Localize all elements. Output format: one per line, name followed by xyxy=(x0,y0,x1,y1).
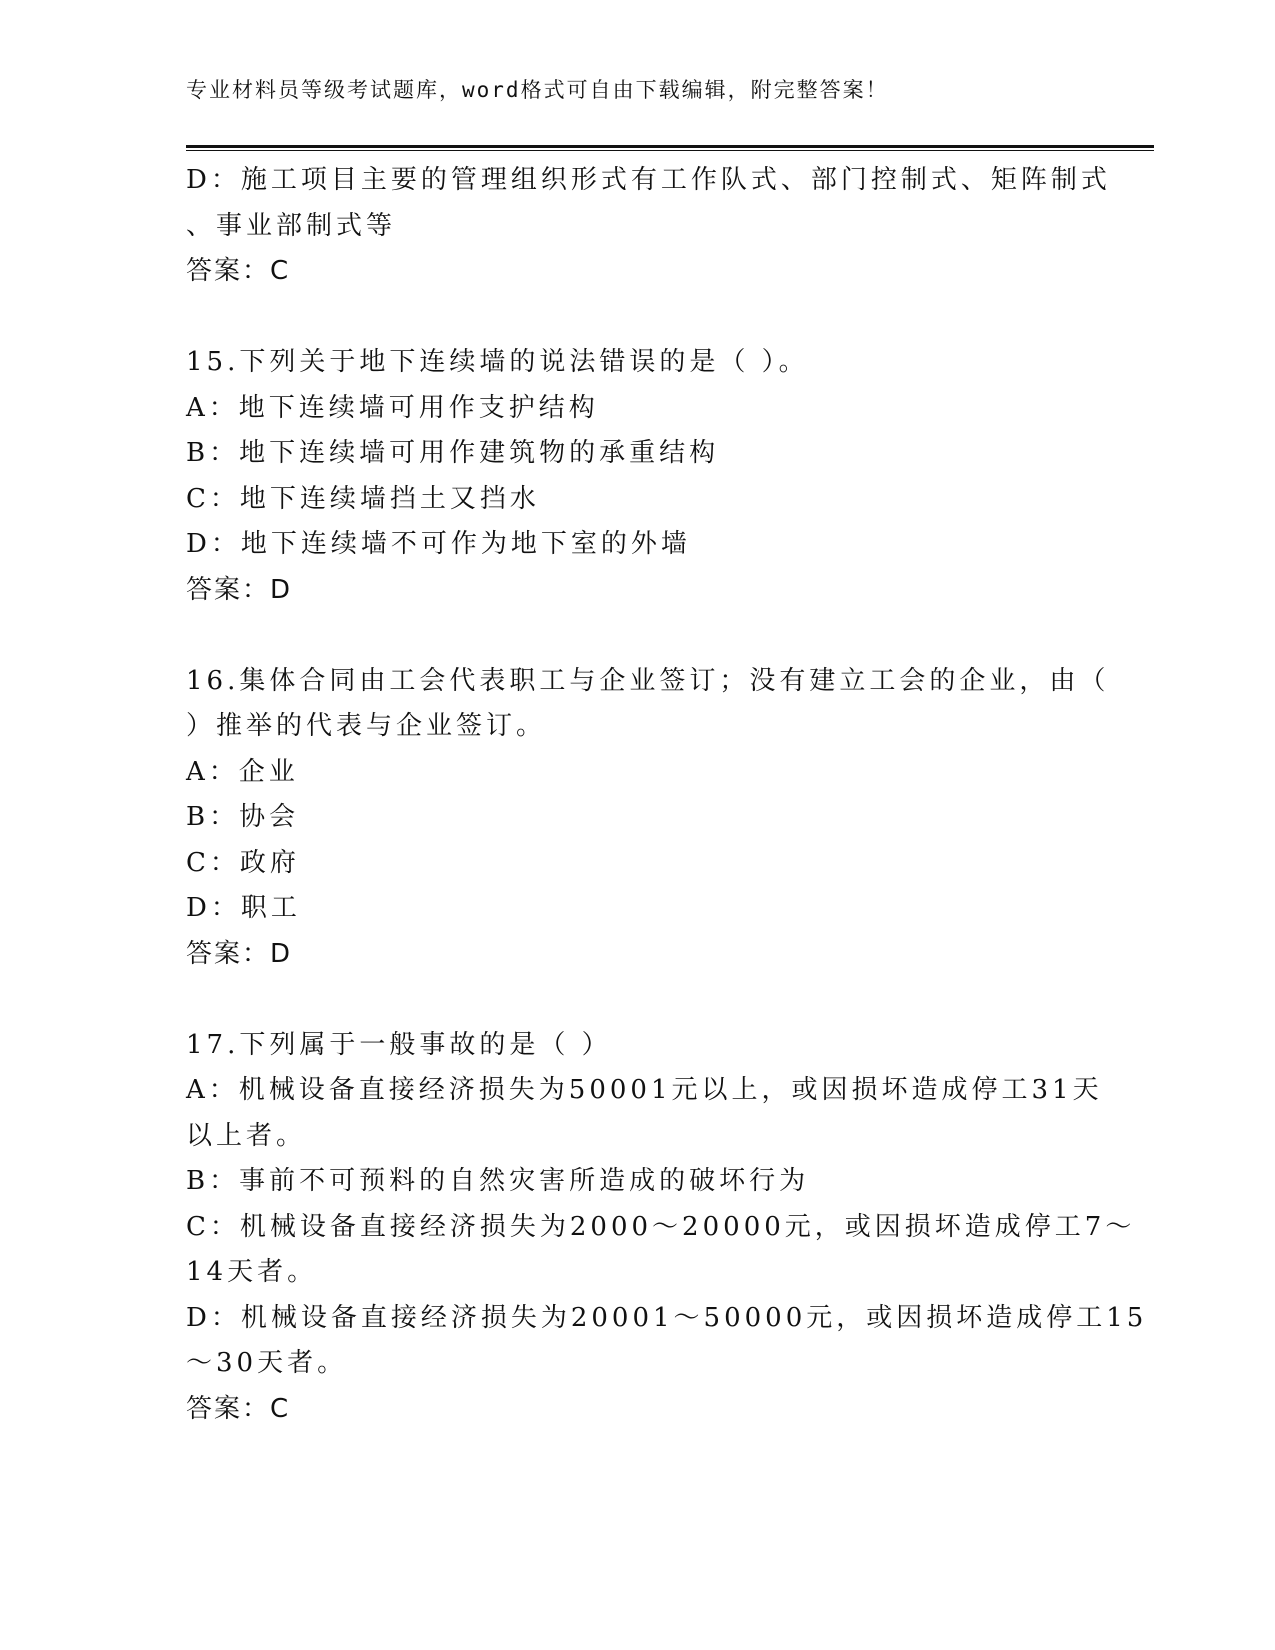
question-16-option-b: B：协会 xyxy=(186,802,300,832)
question-16-stem-line1: 16.集体合同由工会代表职工与企业签订；没有建立工会的企业，由（ xyxy=(186,665,1110,696)
option-d-q14-line1: D：施工项目主要的管理组织形式有工作队式、部门控制式、矩阵制式 xyxy=(186,165,1111,195)
question-16-option-a: A：企业 xyxy=(186,756,299,787)
page-header: 专业材料员等级考试题库，word格式可自由下载编辑，附完整答案！ xyxy=(186,78,889,102)
question-15-option-b: B：地下连续墙可用作建筑物的承重结构 xyxy=(186,438,720,468)
question-16-option-c: C：政府 xyxy=(186,847,300,878)
question-17-option-c-line1: C：机械设备直接经济损失为2000～20000元，或因损坏造成停工7～ xyxy=(186,1211,1136,1242)
question-17-option-c-line2: 14天者。 xyxy=(186,1257,318,1287)
header-rule-thick xyxy=(186,145,1154,148)
question-17-option-a-line1: A：机械设备直接经济损失为50001元以上，或因损坏造成停工31天 xyxy=(186,1075,1103,1105)
question-15-option-c: C：地下连续墙挡土又挡水 xyxy=(186,483,540,514)
option-d-q14-line2: 、事业部制式等 xyxy=(186,210,397,241)
question-15-stem: 15.下列关于地下连续墙的说法错误的是（ ）。 xyxy=(186,347,809,377)
question-17-stem: 17.下列属于一般事故的是（ ） xyxy=(186,1029,612,1060)
answer-q15: 答案：D xyxy=(186,574,293,605)
question-17-option-d-line1: D：机械设备直接经济损失为20001～50000元，或因损坏造成停工15 xyxy=(186,1302,1148,1333)
question-16-option-d: D：职工 xyxy=(186,893,301,923)
answer-q16: 答案：D xyxy=(186,938,293,969)
question-17-option-a-line2: 以上者。 xyxy=(186,1120,307,1151)
spacer xyxy=(186,977,1086,1023)
question-content xyxy=(186,158,1148,1432)
spacer xyxy=(186,295,1086,341)
question-17-option-b: B：事前不可预料的自然灾害所造成的破坏行为 xyxy=(186,1166,810,1196)
answer-q14: 答案：C xyxy=(186,256,291,286)
question-15-option-d: D：地下连续墙不可作为地下室的外墙 xyxy=(186,529,691,559)
question-15-option-a: A：地下连续墙可用作支护结构 xyxy=(186,392,599,423)
question-17-option-d-line2: ～30天者。 xyxy=(186,1348,348,1378)
answer-q17: 答案：C xyxy=(186,1393,291,1424)
question-16-stem-line2: ）推举的代表与企业签订。 xyxy=(186,711,547,741)
spacer xyxy=(186,613,1086,659)
header-rule-thin xyxy=(186,150,1154,151)
